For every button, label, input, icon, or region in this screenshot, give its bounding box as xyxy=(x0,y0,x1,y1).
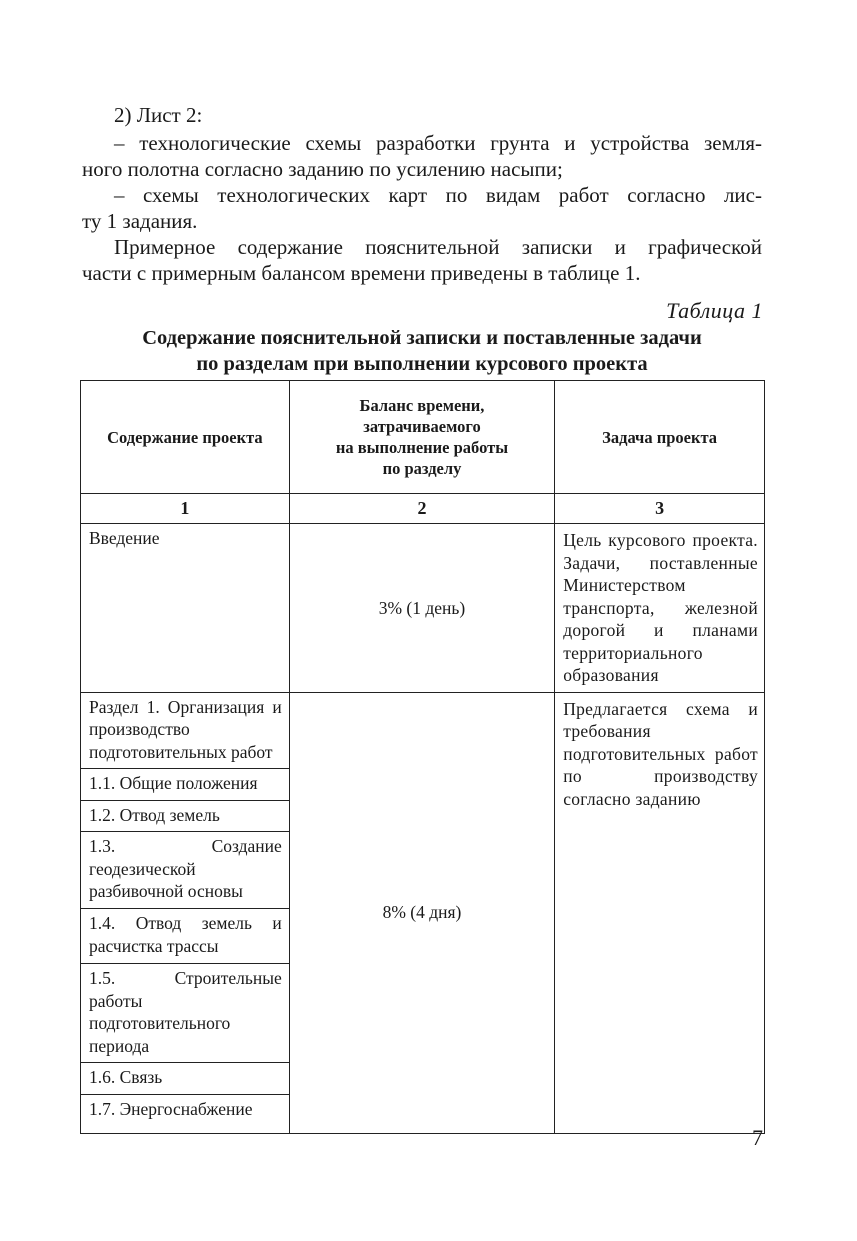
section-item: 1.1. Общие положения xyxy=(81,769,290,801)
section-item: 1.2. Отвод земель xyxy=(81,800,290,832)
list-item-1-line-2: ного полотна согласно заданию по усилению насыпи; xyxy=(82,157,563,181)
section-item: 1.7. Энергоснабжение xyxy=(81,1094,290,1133)
row-task: Цель курсового проекта. Задачи, поставленные Министерством транспорта, железной дорогой и планами территориального образования xyxy=(555,524,765,693)
column-number-1: 1 xyxy=(81,494,290,524)
column-number-3: 3 xyxy=(555,494,765,524)
table-header-row xyxy=(81,381,765,494)
header-balance-line-3: на выполнение работы xyxy=(335,438,509,457)
section-balance: 8% (4 дня) xyxy=(289,692,554,1133)
header-balance-line-1: Баланс времени, xyxy=(359,396,485,415)
list-heading: 2) Лист 2: xyxy=(114,103,203,127)
section-item: 1.5. Строительные работы подготовительного периода xyxy=(81,964,290,1063)
header-balance-line-2: затрачиваемого xyxy=(363,417,481,436)
content-table xyxy=(80,380,765,1134)
table-caption: Таблица 1 xyxy=(666,298,763,323)
table-title-line-1: Содержание пояснительной записки и поставленные задачи xyxy=(142,327,702,349)
paragraph-line-1: Примерное содержание пояснительной записки и графической xyxy=(114,235,762,259)
row-content: Введение xyxy=(81,524,290,693)
table-row xyxy=(81,524,765,693)
list-item-1-line-1: – технологические схемы разработки грунта и устройства земля- xyxy=(114,131,762,155)
header-balance-line-4: по разделу xyxy=(382,459,462,478)
table-title xyxy=(82,325,762,377)
table-title-line-2: по разделам при выполнении курсового проекта xyxy=(196,353,648,375)
section-heading: Раздел 1. Организация и производство подготовительных работ xyxy=(81,692,290,769)
list-item-2-line-2: ту 1 задания. xyxy=(82,209,198,233)
list-item-2-line-1: – схемы технологических карт по видам работ согласно лис- xyxy=(114,183,762,207)
table-number-row xyxy=(81,494,765,524)
header-balance xyxy=(289,381,554,494)
section-task: Предлагается схема и требования подготовительных работ по производству согласно заданию xyxy=(555,692,765,1133)
header-task: Задача проекта xyxy=(555,381,765,494)
row-balance: 3% (1 день) xyxy=(289,524,554,693)
section-item: 1.3. Создание геодезической разбивочной основы xyxy=(81,832,290,909)
section-item: 1.4. Отвод земель и расчистка трассы xyxy=(81,909,290,964)
page-number: 7 xyxy=(752,1125,763,1150)
paragraph-line-2: части с примерным балансом времени приведены в таблице 1. xyxy=(82,261,641,285)
section-item: 1.6. Связь xyxy=(81,1063,290,1095)
column-number-2: 2 xyxy=(289,494,554,524)
table-row xyxy=(81,692,765,769)
header-content: Содержание проекта xyxy=(81,381,290,494)
